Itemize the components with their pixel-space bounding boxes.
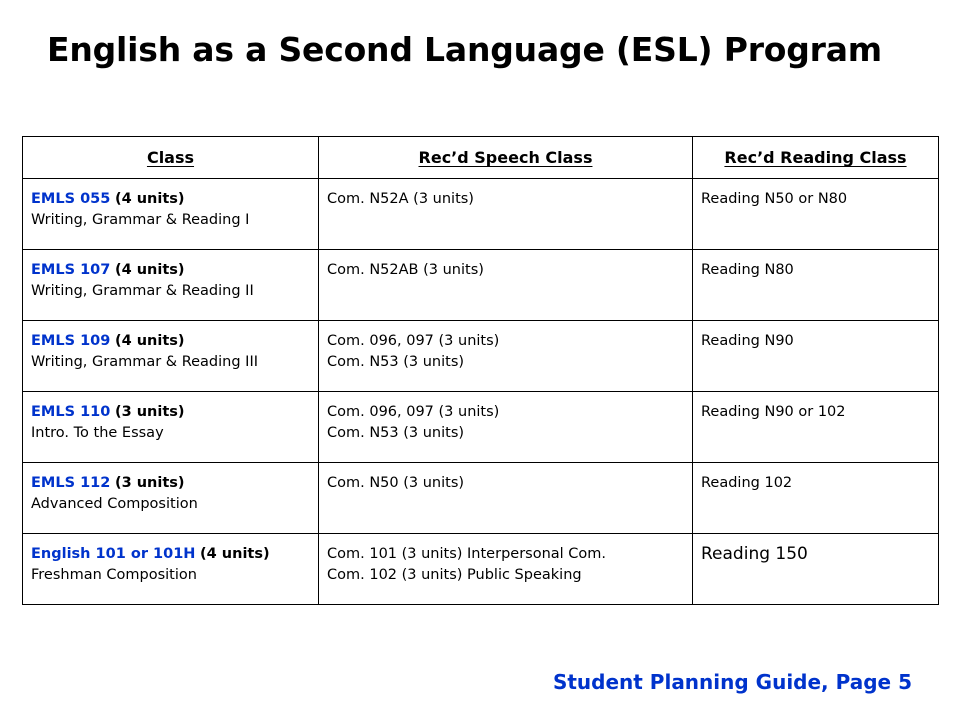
speech-class: Com. 101 (3 units) Interpersonal Com. [327,546,607,562]
class-name: Intro. To the Essay [31,425,164,441]
reading-cell [693,463,939,534]
speech-cell [319,179,693,250]
class-cell [23,534,319,605]
table-row [23,463,939,534]
class-name: Writing, Grammar & Reading III [31,354,259,370]
esl-course-table [22,136,939,605]
class-units: (3 units) [114,404,185,420]
reading-class: Reading N90 or 102 [701,404,846,420]
class-units: (4 units) [114,262,185,278]
reading-cell [693,392,939,463]
class-code: EMLS 107 [31,262,111,278]
speech-cell [319,463,693,534]
speech-class: Com. N53 (3 units) [327,425,465,441]
class-cell [23,321,319,392]
class-cell [23,250,319,321]
class-code: EMLS 055 [31,191,111,207]
header-class: Class [23,137,319,179]
class-cell [23,179,319,250]
speech-class: Com. N50 (3 units) [327,475,465,491]
reading-class: Reading N90 [701,333,794,349]
reading-cell [693,534,939,605]
class-code: EMLS 109 [31,333,111,349]
class-name: Writing, Grammar & Reading I [31,212,250,228]
reading-cell [693,250,939,321]
class-cell [23,392,319,463]
class-name: Advanced Composition [31,496,198,512]
reading-class: Reading N80 [701,262,794,278]
table-row [23,392,939,463]
footer-page-label: Student Planning Guide, Page 5 [552,670,912,694]
class-units: (3 units) [114,475,185,491]
class-units: (4 units) [200,546,270,562]
class-name: Writing, Grammar & Reading II [31,283,254,299]
speech-cell [319,534,693,605]
class-code: EMLS 110 [31,404,111,420]
reading-class: Reading 150 [701,544,808,564]
reading-class: Reading 102 [701,475,793,491]
speech-class: Com. N52A (3 units) [327,191,474,207]
table-row [23,250,939,321]
table-row [23,321,939,392]
speech-cell [319,321,693,392]
speech-class: Com. N53 (3 units) [327,354,465,370]
table-row [23,179,939,250]
reading-class: Reading N50 or N80 [701,191,848,207]
speech-cell [319,250,693,321]
table-row [23,534,939,605]
class-units: (4 units) [114,333,185,349]
reading-cell [693,321,939,392]
reading-cell [693,179,939,250]
speech-class: Com. 102 (3 units) Public Speaking [327,567,582,583]
table-header-row [23,137,939,179]
speech-class: Com. 096, 097 (3 units) [327,404,500,420]
class-name: Freshman Composition [31,567,197,583]
page-title: English as a Second Language (ESL) Program [47,30,882,69]
class-code: EMLS 112 [31,475,111,491]
speech-cell [319,392,693,463]
header-speech-class: Rec’d Speech Class [319,137,693,179]
header-reading-class: Rec’d Reading Class [693,137,939,179]
speech-class: Com. N52AB (3 units) [327,262,484,278]
speech-class: Com. 096, 097 (3 units) [327,333,500,349]
class-code: English 101 or 101H [31,546,196,562]
class-cell [23,463,319,534]
class-units: (4 units) [114,191,185,207]
